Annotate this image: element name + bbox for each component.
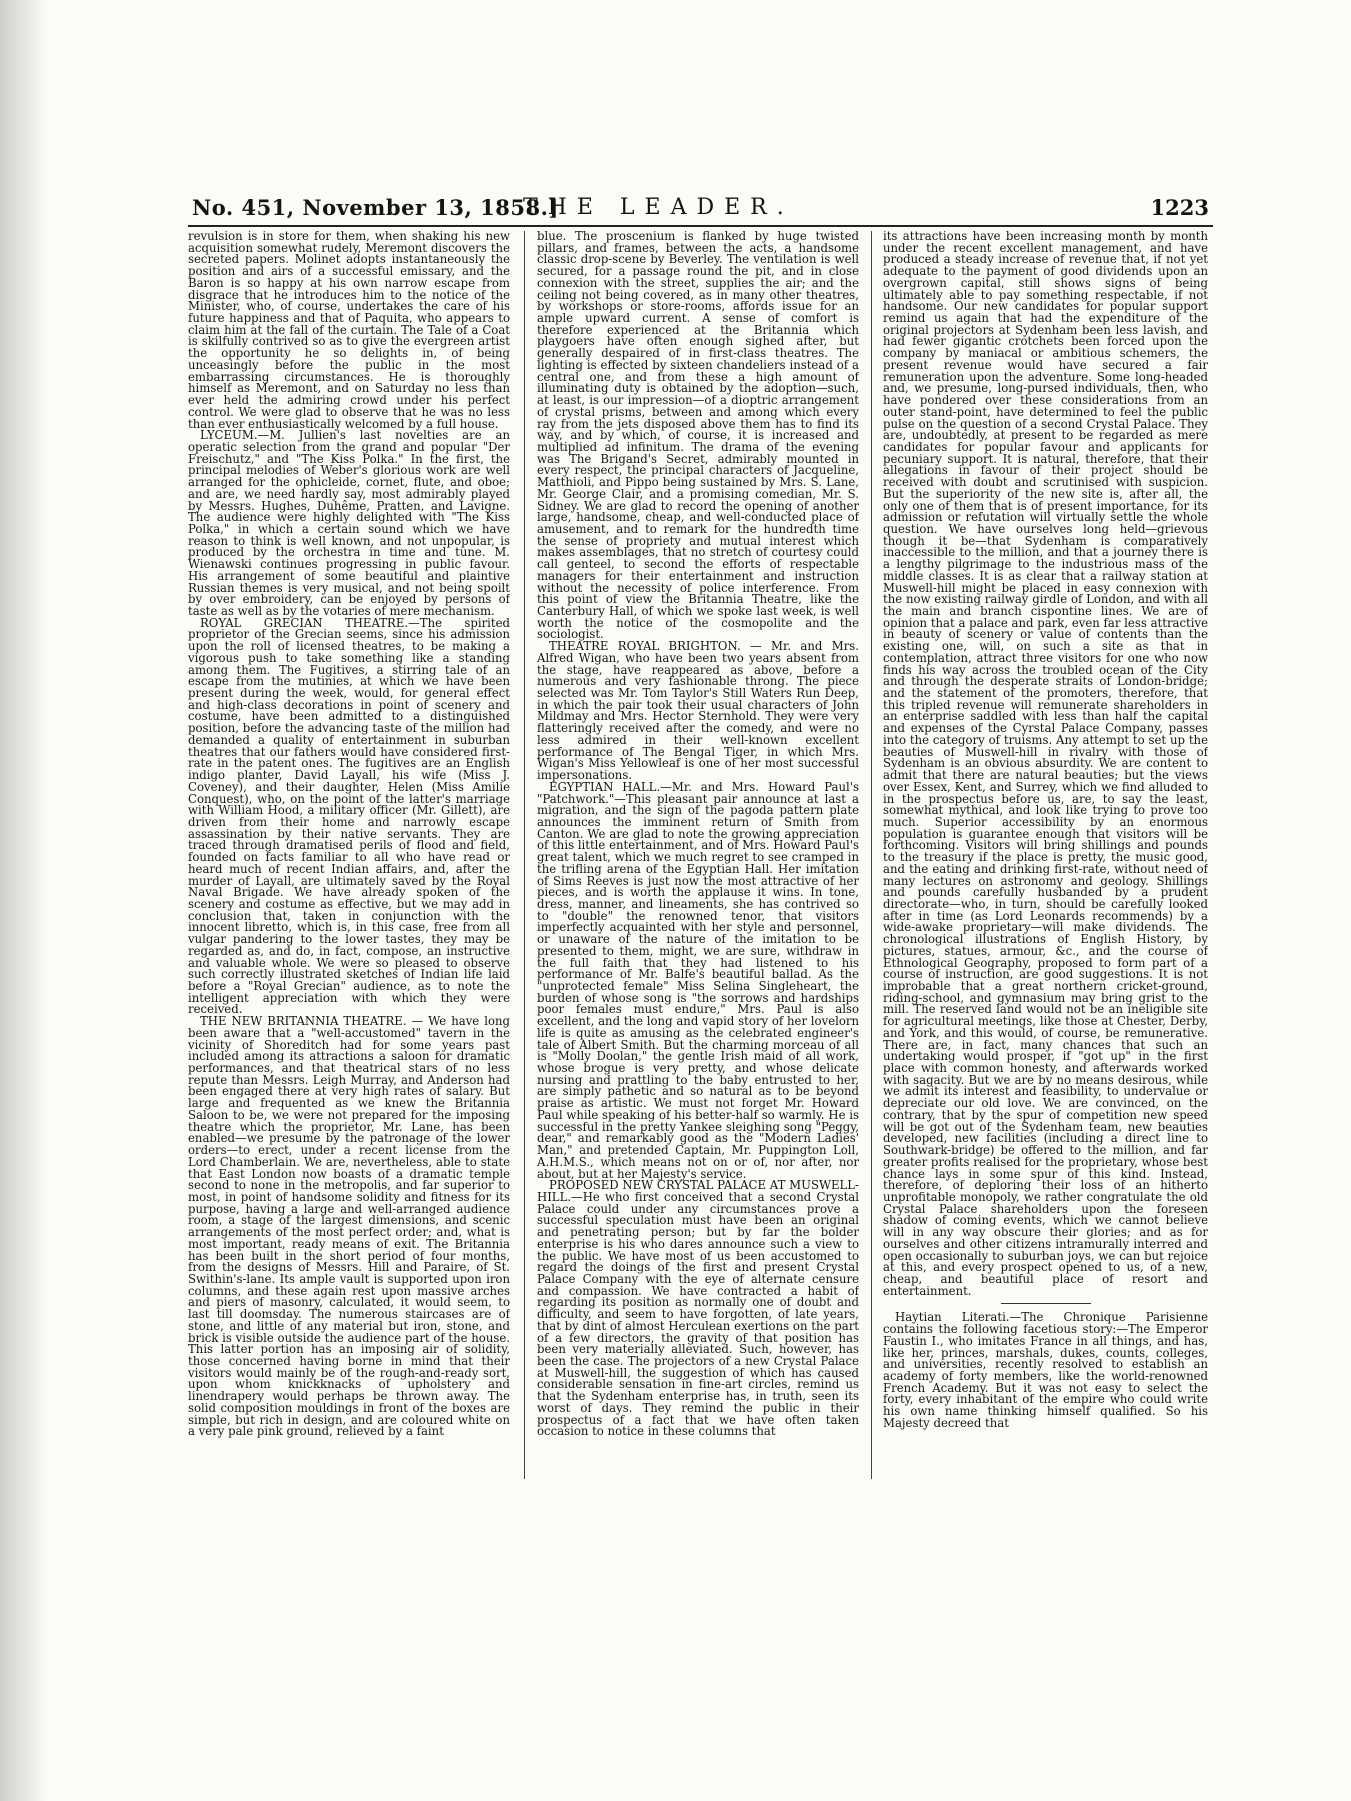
paragraph-royal-grecian: ROYAL GRECIAN THEATRE.—The spirited proprietor of the Grecian seems, since his admission upon the roll of licensed theatres, to be making a vigorous push to take something like a standing among them. The Fugitives, a stirring tale of an escape from the mutinies, at which we have been present during the week, would, for general effect and high-class decorations in point of scenery and costume, have been admitted to a distinguished position, before the advancing taste of the million had demanded a quality of entertainment in suburban theatres that our fathers would have considered first-rate in the patent ones. The fugitives are an English indigo planter, David Layall, his wife (Miss J. Coveney), and their daughter, Helen (Miss Amilie Conquest), who, on the point of the latter's marriage with William Hood, a military officer (Mr. Gillett), are driven from their home and narrowly escape assassination by their native servants. They are traced through dramatised perils of flood and field, founded on facts familiar to all who have read or heard much of recent Indian affairs, and, after the murder of Layall, are ultimately saved by the Royal Naval Brigade. We have already spoken of the scenery and costume as effective, but we may add in conclusion that, taken in conjunction with the innocent libretto, which is, in this case, free from all vulgar pandering to the lower tastes, they may be regarded as, and do, in fact, compose, an instructive and valuable whole. We were so pleased to observe such correctly illustrated sketches of Indian life laid before a "Royal Grecian" audience, as to note the intelligent appreciation with which they were received. <box>188 615 510 1017</box>
text-columns <box>188 231 1213 1479</box>
masthead-title: THE LEADER. <box>523 195 794 220</box>
paragraph-brighton: THEATRE ROYAL BRIGHTON. — Mr. and Mrs. Alfred Wigan, who have been two years absent from the stage, have reappeared as above, before a numerous and very fashionable throng. The piece selected was Mr. Tom Taylor's Still Waters Run Deep, in which the pair took their usual characters of John Mildmay and Mrs. Hector Sternhold. They were very flatteringly received after the comedy, and were no less admired in their well-known excellent performance of The Bengal Tiger, in which Mrs. Wigan's Miss Yellowleaf is one of her most successful impersonations. <box>537 639 859 783</box>
section-divider <box>1001 1303 1091 1304</box>
column-2 <box>537 231 859 1479</box>
paragraph: blue. The proscenium is flanked by huge twisted pillars, and frames, between the acts, a handsome classic drop-scene by Beverley. The ventilation is well secured, for a passage round the pit, and in close connexion with the street, supplies the air; and the ceiling not being covered, as in many other theatres, by workshops or store-rooms, affords issue for an ample upward current. A sense of comfort is therefore experienced at the Britannia which playgoers have often enough sighed after, but generally despaired of in first-class theatres. The lighting is effected by sixteen chandeliers instead of a central one, and from these a high amount of illuminating duty is obtained by the adoption—such, at least, is our impression—of a dioptric arrangement of crystal prisms, between and among which every ray from the jets disposed above them has to find its way, and by which, of course, it is increased and multiplied ad infinitum. The drama of the evening was The Brigand's Secret, admirably mounted in every respect, the principal characters of Jacqueline, Matthioli, and Pippo being sustained by Mrs. S. Lane, Mr. George Clair, and a promising comedian, Mr. S. Sidney. We are glad to record the opening of another large, handsome, cheap, and well-conducted place of amusement, and to remark for the hundredth time the sense of propriety and mutual interest which makes assemblages, that no stretch of courtesy could call genteel, to second the efforts of respectable managers for their entertainment and instruction without the necessity of police interference. From this point of view the Britannia Theatre, like the Canterbury Hall, of which we spoke last week, is well worth the notice of the cosmopolite and the sociologist. <box>537 231 859 642</box>
paragraph-new-britannia: THE NEW BRITANNIA THEATRE. — We have long been aware that a "well-accustomed" tavern in the vicinity of Shoreditch had for some years past included among its attractions a saloon for dramatic performances, and that theatrical stars of no less repute than Messrs. Leigh Murray, and Anderson had been engaged there at very high rates of salary. But large and frequented as we knew the Britannia Saloon to be, we were not prepared for the imposing theatre which the proprietor, Mr. Lane, has been enabled—we presume by the patronage of the lower orders—to erect, under a recent license from the Lord Chamberlain. We are, nevertheless, able to state that East London now boasts of a dramatic temple second to none in the metropolis, and far superior to most, in point of handsome solidity and fitness for its purpose, having a large and well-arranged audience room, a stage of the largest dimensions, and scenic arrangements of the most perfect order; and, what is most important, ready means of exit. The Britannia has been built in the short period of four months, from the designs of Messrs. Hill and Paraire, of St. Swithin's-lane. Its ample vault is supported upon iron columns, and these again rest upon massive arches and piers of masonry, calculated, it would seem, to last till doomsday. The numerous staircases are of stone, and little of any material but iron, stone, and brick is visible outside the audience part of the house. This latter portion has an imposing air of solidity, those concerned having borne in mind that their visitors would mainly be of the rough-and-ready sort, upon whom knickknacks of upholstery and linendrapery would perhaps be thrown away. The solid composition mouldings in front of the boxes are simple, but rich in design, and are coloured white on a very pale pink ground, relieved by a faint <box>188 1014 510 1439</box>
page-binding-shadow <box>0 0 46 1801</box>
paragraph: revulsion is in store for them, when shaking his new acquisition somewhat rudely, Meremont discovers the secreted papers. Molinet adopts instantaneously the position and airs of a successful emissary, and the Baron is so happy at his own narrow escape from disgrace that he introduces him to the notice of the Minister, who, of course, undertakes the care of his future happiness and that of Paquita, who appears to claim him at the fall of the curtain. The Tale of a Coat is skilfully contrived so as to give the evergreen artist the opportunity he so delights in, of being unceasingly before the public in the most embarrassing circumstances. He is thoroughly himself as Meremont, and on Saturday no less than ever held the admiring crowd under his perfect control. We were glad to observe that he was no less than ever enthusiastically welcomed by a full house. <box>188 231 510 431</box>
column-1 <box>188 231 510 1479</box>
paragraph-lyceum: LYCEUM.—M. Jullien's last novelties are an operatic selection from the grand and popular "Der Freischutz," and "The Kiss Polka." In the first, the principal melodies of Weber's glorious work are well arranged for the ophicleide, cornet, flute, and oboe; and are, we need hardly say, most admirably played by Messrs. Hughes, Duhême, Pratten, and Lavigne. The audience were highly delighted with "The Kiss Polka," in which a certain sound which we have reason to think is well known, and not unpopular, is produced by the orchestra in time and tune. M. Wienawski continues progressing in public favour. His arrangement of some beautiful and plaintive Russian themes is very musical, and not being spoilt by over embroidery, can be enjoyed by persons of taste as well as by the votaries of mere mechanism. <box>188 428 510 618</box>
paragraph-haytian-literati: Haytian Literati.—The Chronique Parisienne contains the following facetious story:—The Emperor Faustin I., who imitates France in all things, and has, like her, princes, marshals, dukes, counts, colleges, and universities, recently resolved to establish an academy of forty members, like the world-renowned French Academy. But it was not easy to select the forty, every inhabitant of the empire who could write his own name thinking himself qualified. So his Majesty decreed that <box>883 1310 1208 1430</box>
column-divider <box>524 231 525 1479</box>
page-number: 1223 <box>1150 195 1209 220</box>
issue-date: No. 451, November 13, 1858.] <box>192 195 559 220</box>
page-header <box>188 195 1213 227</box>
column-3 <box>883 231 1208 1479</box>
paragraph: its attractions have been increasing month by month under the recent excellent management, and have produced a steady increase of revenue that, if not yet adequate to the payment of good dividends upon an overgrown capital, still shows signs of being ultimately able to pay something respectable, if not handsome. Our new candidates for popular support remind us again that had the expenditure of the original projectors at Sydenham been less lavish, and had fewer gigantic crotchets been forced upon the company by maniacal or ambitious schemers, the present revenue would have secured a fair remuneration upon the adventure. Some long-headed and, we presume, long-pursed individuals, then, who have pondered over these considerations from an outer stand-point, have determined to feel the public pulse on the question of a second Crystal Palace. They are, undoubtedly, at present to be regarded as mere candidates for popular favour and applicants for pecuniary support. It is natural, therefore, that their allegations in favour of their project should be received with doubt and scrutinised with suspicion. But the superiority of the new site is, after all, the only one of them that is of present importance, for its admission or refutation will virtually settle the whole question. We have ourselves long held—grievous though it be—that Sydenham is comparatively inaccessible to the million, and that a journey there is a lengthy pilgrimage to the industrious mass of the middle classes. It is as clear that a railway station at Muswell-hill might be placed in easy connexion with the now existing railway girdle of London, and with all the main and branch cispontine lines. We are of opinion that a palace and park, even far less attractive in beauty of scenery or value of contents than the existing one, will, on such a site as that in contemplation, attract three visitors for one who now finds his way across the troubled ocean of the City and through the desperate straits of London-bridge; and the statement of the promoters, therefore, that this tripled revenue will remunerate shareholders in an enterprise saddled with less than half the capital and expenses of the Cyrstal Palace Company, passes into the category of truisms. Any attempt to set up the beauties of Muswell-hill in rivalry with those of Sydenham is an obvious absurdity. We are content to admit that there are natural beauties; but the views over Essex, Kent, and Surrey, which we find alluded to in the prospectus before us, are, to say the least, somewhat mythical, and look like trying to prove too much. Superior accessibility by an enormous population is guarantee enough that visitors will be forthcoming. Visitors will bring shillings and pounds to the treasury if the place is pretty, the music good, and the eating and drinking first-rate, without need of many lectures on astronomy and geology. Shillings and pounds carefully husbanded by a prudent directorate—who, in turn, should be carefully looked after in time (as Lord Leonards recommends) by a wide-awake proprietary—will make dividends. The chronological illustrations of English History, by pictures, statues, armour, &c., and the course of Ethnological Geography, proposed to form part of a course of instruction, are good suggestions. It is not improbable that a great northern cricket-ground, riding-school, and gymnasium may bring grist to the mill. The reserved land would not be an ineligible site for agricultural meetings, like those at Chester, Derby, and York, and this would, of course, be remunerative. There are, in fact, many chances that such an undertaking would prosper, if "got up" in the first place with common honesty, and afterwards worked with sagacity. But we are by no means desirous, while we admit its interest and feasibility, to undervalue or depreciate our old love. We are convinced, on the contrary, that by the spur of competition new speed will be got out of the Sydenham team, new beauties developed, new facilities (including a direct line to Southwark-bridge) be offered to the million, and far greater profits realised for the proprietary, whose best chance lays in some spur of this kind. Instead, therefore, of deploring their loss of an hitherto unprofitable monopoly, we rather congratulate the old Crystal Palace shareholders upon the foreseen shadow of coming events, which we cannot believe will in any way obscure their glories; and as for ourselves and other citizens intramurally interred and open occasionally to suburban joys, we can but rejoice at this, and every prospect opened to us, of a new, cheap, and beautiful place of resort and entertainment. <box>883 231 1208 1298</box>
newspaper-page <box>188 195 1213 1439</box>
paragraph-crystal-palace: PROPOSED NEW CRYSTAL PALACE AT MUSWELL-HILL.—He who first conceived that a second Crystal Palace could under any circumstances prove a successful speculation must have been an original and penetrating person; but by far the bolder enterprise is his who dares announce such a view to the public. We have most of us been accustomed to regard the doings of the first and present Crystal Palace Company with the eye of alternate censure and compassion. We have contracted a habit of regarding its position as normally one of doubt and difficulty, and seem to have forgotten, of late years, that by dint of almost Herculean exertions on the part of a few directors, the gravity of that position has been very materially alleviated. Such, however, has been the case. The projectors of a new Crystal Palace at Muswell-hill, the suggestion of which has caused considerable sensation in fine-art circles, remind us that the Sydenham enterprise has, in truth, seen its worst of days. They remind the public in their prospectus of a fact that we have often taken occasion to notice in these columns that <box>537 1178 859 1439</box>
column-divider <box>871 231 872 1479</box>
paragraph-egyptian-hall: EGYPTIAN HALL.—Mr. and Mrs. Howard Paul's "Patchwork."—This pleasant pair announce at last a migration, and the sign of the pagoda pattern plate announces the imminent return of Smith from Canton. We are glad to note the growing appreciation of this little entertainment, and of Mrs. Howard Paul's great talent, which we much regret to see cramped in the trifling arena of the Egyptian Hall. Her imitation of Sims Reeves is just now the most attractive of her pieces, and is worth the applause it wins. In tone, dress, manner, and lineaments, she has contrived so to "double" the renowned tenor, that visitors imperfectly acquainted with her style and personnel, or unaware of the nature of the imitation to be presented to them, might, we are sure, withdraw in the full faith that they had listened to his performance of Mr. Balfe's beautiful ballad. As the "unprotected female" Miss Selina Singleheart, the burden of whose song is "the sorrows and hardships poor females must endure," Mrs. Paul is also excellent, and the long and vapid story of her lovelorn life is quite as amusing as the celebrated engineer's tale of Albert Smith. But the charming morceau of all is "Molly Doolan," the gentle Irish maid of all work, whose brogue is very pretty, and whose delicate nursing and prattling to the baby entrusted to her, are simply pathetic and so natural as to be beyond praise as artistic. We must not forget Mr. Howard Paul while speaking of his better-half so warmly. He is successful in the pretty Yankee sleighing song "Peggy, dear," and remarkably good as the "Modern Ladies' Man," and pretended Captain, Mr. Puppington Loll, A.H.M.S., which means not on or of, nor after, nor about, but at her Majesty's service. <box>537 779 859 1181</box>
